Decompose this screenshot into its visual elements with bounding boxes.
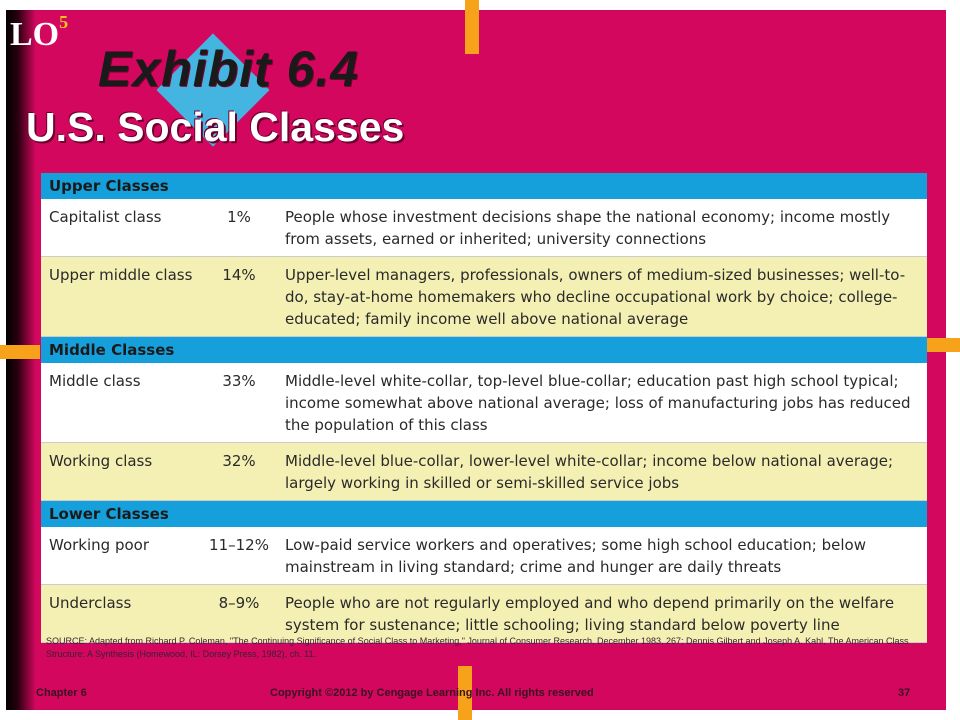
- class-description: People who are not regularly employed and who depend primarily on the welfare system for sustenance; little schooling; living standard below poverty line: [285, 594, 895, 634]
- class-description: Middle-level blue-collar, lower-level white-collar; income below national average; largely working in skilled or semi-skilled service jobs: [285, 452, 894, 492]
- class-name: Middle class: [49, 372, 141, 390]
- source-citation: SOURCE: Adapted from Richard P. Coleman, "The Continuing Significance of Social Class to Marketing," Journal of Consumer Research, December 1983, 267; Dennis Gilbert and Joseph A. Kahl, The American Class Structure: A Synthesis (Homewood, IL: Dorsey Press, 1982), ch. 11.: [46, 636, 909, 659]
- class-percent: 11–12%: [209, 536, 269, 554]
- class-percent: 33%: [222, 372, 256, 390]
- footer-copyright: Copyright ©2012 by Cengage Learning Inc. All rights reserved: [270, 687, 594, 699]
- footer-page-number: 37: [898, 687, 911, 699]
- class-name: Upper middle class: [49, 266, 193, 284]
- learning-objective-label: [10, 12, 69, 54]
- class-name: Working class: [49, 452, 153, 470]
- class-percent: 14%: [222, 266, 256, 284]
- class-percent: 1%: [227, 208, 251, 226]
- section-header-lower: Lower Classes: [41, 501, 927, 527]
- class-percent: 8–9%: [218, 594, 260, 612]
- class-percent: 32%: [222, 452, 256, 470]
- table-row: [41, 199, 927, 257]
- social-classes-table: [41, 173, 927, 643]
- slide-subtitle: U.S. Social Classes: [26, 104, 405, 150]
- section-header-upper: Upper Classes: [41, 173, 927, 199]
- table-row: [41, 527, 927, 585]
- class-name: Capitalist class: [49, 208, 162, 226]
- class-description: Upper-level managers, professionals, owners of medium-sized businesses; well-to-do, stay-at-home homemakers who decline occupational work by choice; college-educated; family income well above national average: [285, 266, 906, 328]
- table-row: [41, 257, 927, 337]
- footer-chapter: Chapter 6: [36, 687, 87, 699]
- class-description: People whose investment decisions shape the national economy; income mostly from assets, earned or inherited; university connections: [285, 208, 891, 248]
- class-description: Low-paid service workers and operatives; some high school education; below mainstream in living standard; crime and hunger are daily threats: [285, 536, 866, 576]
- accent-tick-left: [0, 345, 40, 359]
- lo-number: 5: [59, 12, 69, 32]
- lo-text: LO: [10, 16, 60, 53]
- section-header-middle: Middle Classes: [41, 337, 927, 363]
- accent-tick-right: [926, 338, 960, 352]
- table-row: [41, 363, 927, 443]
- class-name: Underclass: [49, 594, 132, 612]
- accent-tick-top: [465, 0, 479, 54]
- exhibit-title: Exhibit 6.4: [98, 41, 360, 97]
- class-name: Working poor: [49, 536, 149, 554]
- table-row: [41, 443, 927, 501]
- class-description: Middle-level white-collar, top-level blue-collar; education past high school typical; income somewhat above national average; loss of manufacturing jobs has reduced the population of this class: [285, 372, 911, 434]
